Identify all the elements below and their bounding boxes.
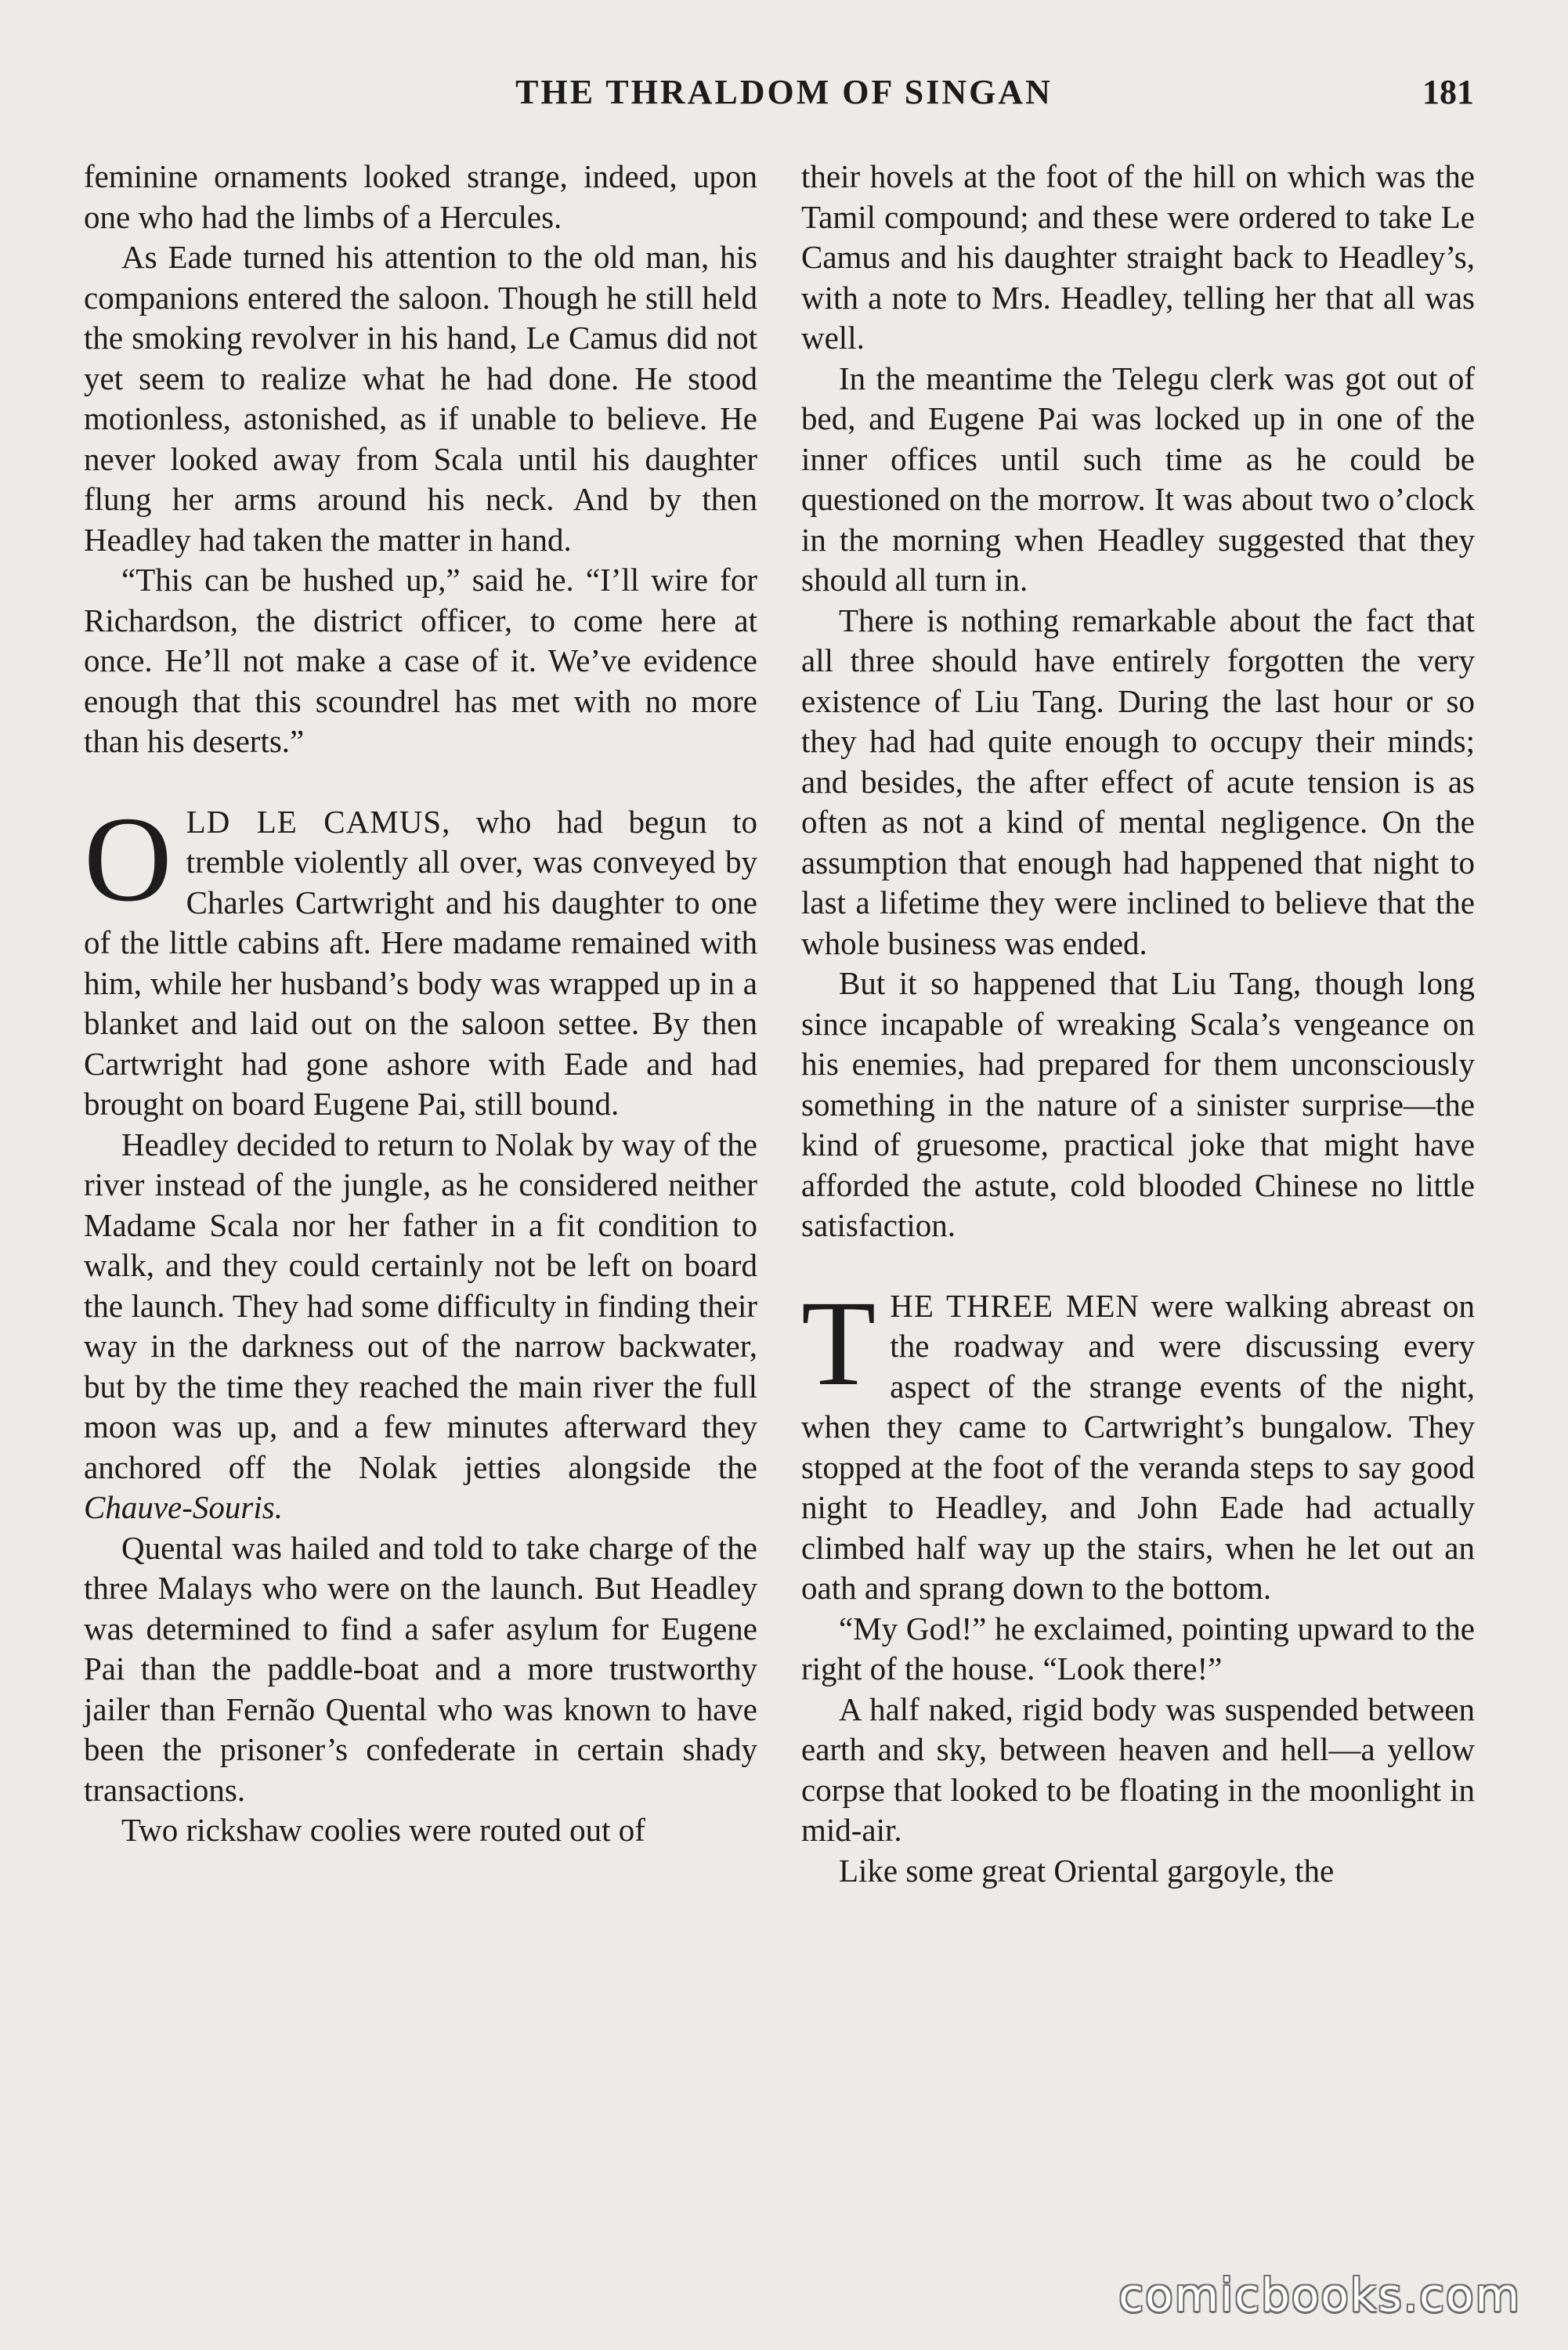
paragraph: feminine ornaments looked strange, indeed, upon one who had the limbs of a Hercules. <box>84 158 757 235</box>
section-break <box>801 1274 1475 1609</box>
section-lead-paragraph <box>84 790 757 1125</box>
site-watermark: comicbooks.com <box>1118 2269 1521 2322</box>
right-column <box>801 157 1475 1891</box>
page-number: 181 <box>1422 73 1474 111</box>
paragraph-text: Headley decided to return to Nolak by way of the river instead of the jungle, as he considered neither Madame Scala nor her father in a fit condition to walk, and they could certainly not be left on board the launch. They had some difficulty in finding their way in the darkness out of the narrow backwater, but by the time they reached the main river the full moon was up, and a few minutes afterward they anchored off the Nolak jetties alongside the <box>84 1126 757 1485</box>
paragraph <box>84 1125 757 1528</box>
paragraph: Quental was hailed and told to take charge of the three Malays who were on the launch. But Headley was determined to find a safer asylum for Eugene Pai than the paddle-boat and a more trustworthy jailer than Fernão Quental who was known to have been the prisoner’s confederate in certain shady transactions. <box>84 1529 757 1808</box>
drop-cap: T <box>801 1274 876 1411</box>
left-column <box>84 157 757 1851</box>
section-lead-paragraph <box>801 1274 1475 1609</box>
paragraph-text: who had begun to tremble violently all over, was conveyed by Charles Cartwright and his daughter to one of the little cabins aft. Here madame remained with him, while her husband’s body was wrapped up in a blanket and laid out on the saloon settee. By then Cartwright had gone ashore with Eade and had brought on board Eugene Pai, still bound. <box>84 803 757 1122</box>
paragraph: Two rickshaw coolies were routed out of <box>121 1812 645 1848</box>
ship-name: Chauve-Souris. <box>84 1489 283 1525</box>
paragraph: their hovels at the foot of the hill on which was the Tamil compound; and these were ordered to take Le Camus and his daughter straight back to Headley’s, with a note to Mrs. Headley, telling her that all was well. <box>801 158 1475 356</box>
paragraph: Like some great Oriental gargoyle, the <box>839 1852 1335 1889</box>
paragraph: “My God!” he exclaimed, pointing upward to the right of the house. “Look there!” <box>801 1610 1475 1687</box>
paragraph: But it so happened that Liu Tang, though long since incapable of wreaking Scala’s vengeance on his enemies, had prepared for them unconsciously something in the nature of a sinister surprise—the kind of gruesome, practical joke that might have afforded the astute, cold blooded Chinese no little satisfaction. <box>801 965 1475 1243</box>
paragraph: As Eade turned his attention to the old man, his companions entered the saloon. Though he still held the smoking revolver in his hand, Le Camus did not yet seem to realize what he had done. He stood motionless, astonished, as if unable to believe. He never looked away from Scala until his daughter flung her arms around his neck. And by then Headley had taken the matter in hand. <box>84 239 757 558</box>
running-head <box>78 72 1490 119</box>
paragraph-text: were walking abreast on the roadway and were discussing every aspect of the strange events of the night, when they came to Cartwright’s bungalow. They stopped at the foot of the veranda steps to say good night to Headley, and John Eade had actually climbed half way up the stairs, when he let out an oath and sprang down to the bottom. <box>801 1287 1475 1606</box>
paragraph: There is nothing remarkable about the fact that all three should have entirely forgotten the very existence of Liu Tang. During the last hour or so they had had quite enough to occupy their minds; and besides, the after effect of acute tension is as often as not a kind of mental negligence. On the assumption that enough had happened that night to last a lifetime they were inclined to believe that the whole business was ended. <box>801 602 1475 961</box>
paragraph: A half naked, rigid body was suspended between earth and sky, between heaven and hell—a yellow corpse that looked to be floating in the moonlight in mid-air. <box>801 1690 1475 1848</box>
paragraph: In the meantime the Telegu clerk was got out of bed, and Eugene Pai was locked up in one of the inner offices until such time as he could be questioned on the morrow. It was about two o’clock in the morning when Headley suggested that they should all turn in. <box>801 360 1475 598</box>
drop-cap: O <box>84 790 172 927</box>
paragraph: “This can be hushed up,” said he. “I’ll wire for Richardson, the district officer, to come here at once. He’ll not make a case of it. We’ve evidence enough that this scoundrel has met with no more than his deserts.” <box>84 562 757 759</box>
running-title: THE THRALDOM OF SINGAN <box>515 73 1053 111</box>
lead-in-caps: LD LE CAMUS, <box>186 803 451 840</box>
section-break <box>84 790 757 1125</box>
lead-in-caps: HE THREE MEN <box>890 1287 1140 1324</box>
